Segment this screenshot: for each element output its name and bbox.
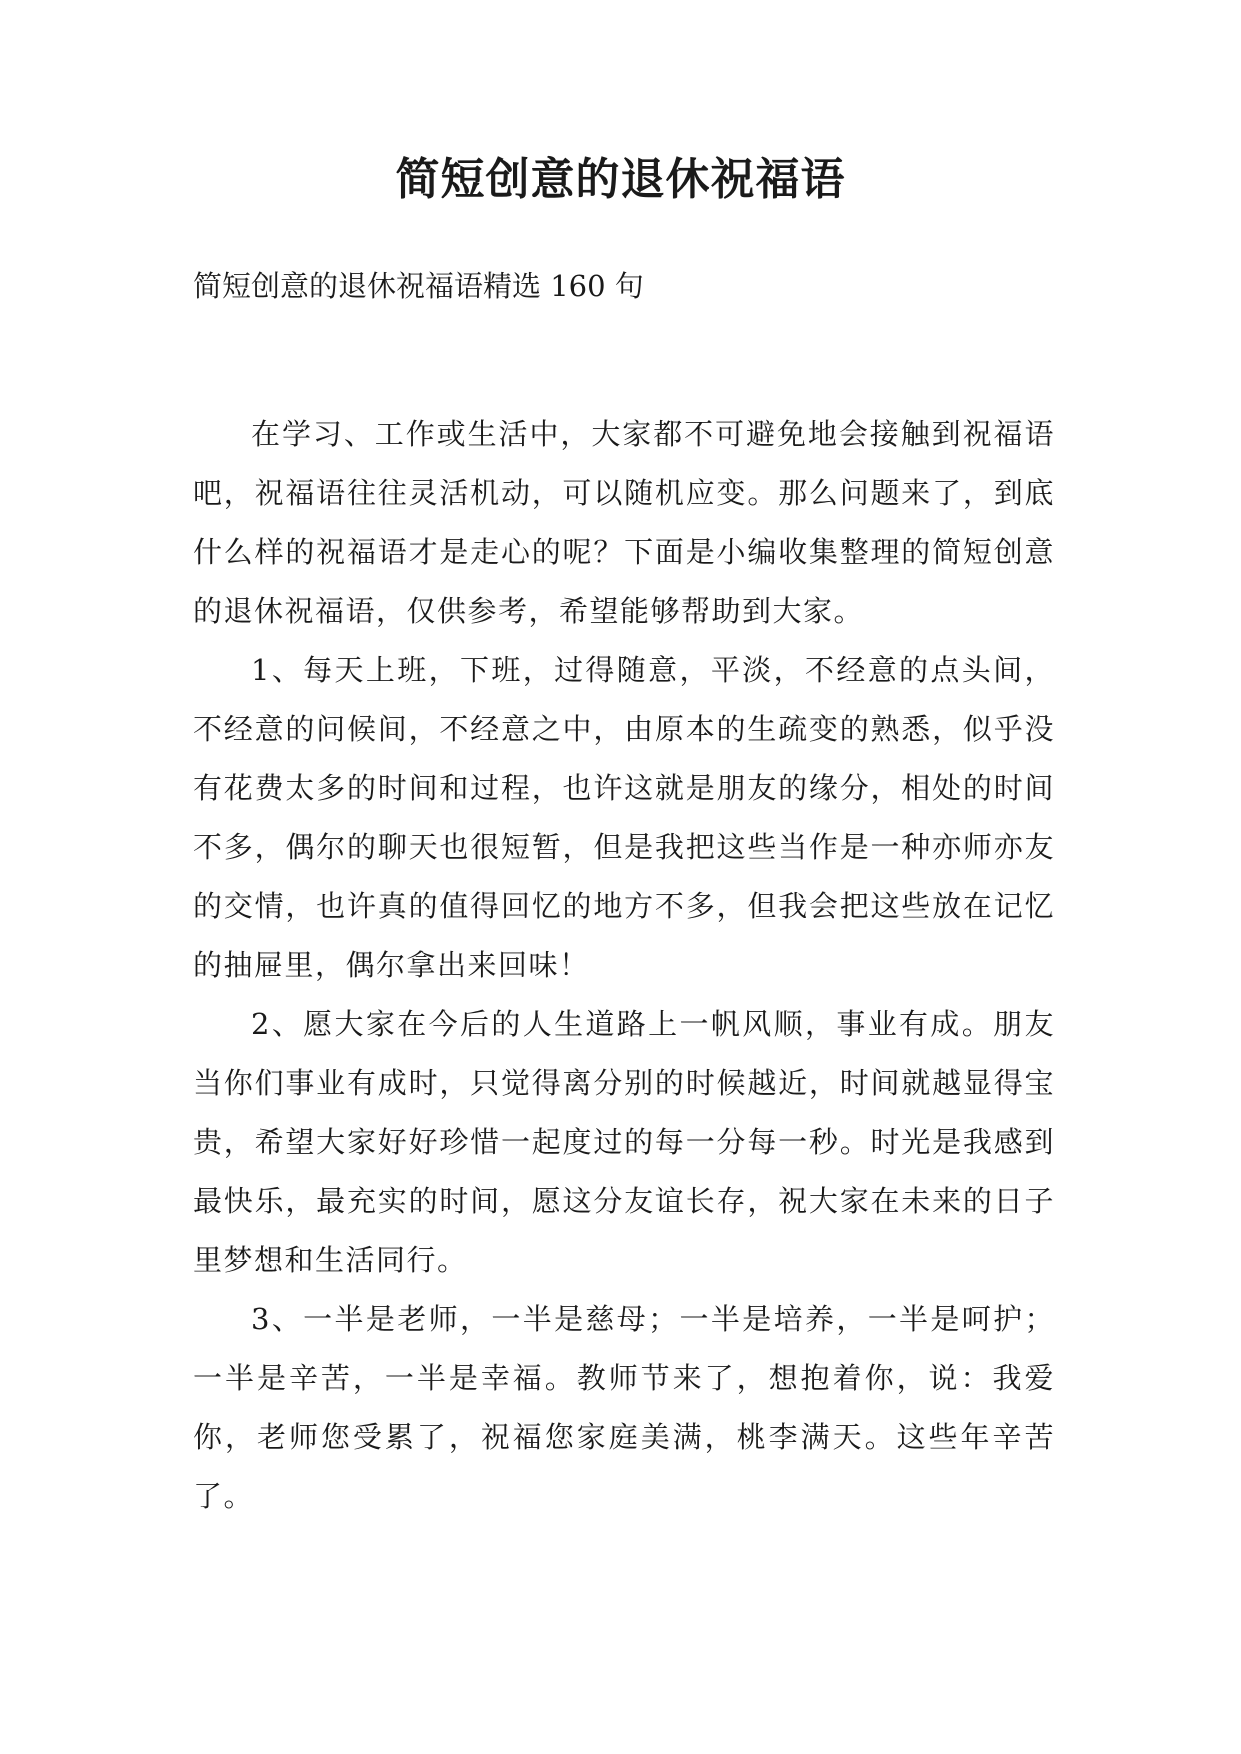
blessing-paragraph-2: 2、愿大家在今后的人生道路上一帆风顺，事业有成。朋友当你们事业有成时，只觉得离分别的时候越近，时间就越显得宝贵，希望大家好好珍惜一起度过的每一分每一秒。时光是我感到最快乐，最充实的时间，愿这分友谊长存，祝大家在未来的日子里梦想和生活同行。 [193,1007,1055,1277]
document-subtitle: 简短创意的退休祝福语精选 160 句 [193,269,644,303]
document-title: 简短创意的退休祝福语 [395,154,846,205]
blessing-paragraph-1: 1、每天上班，下班，过得随意，平淡，不经意的点头间，不经意的问候间，不经意之中，由原本的生疏变的熟悉，似乎没有花费太多的时间和过程，也许这就是朋友的缘分，相处的时间不多，偶尔的聊天也很短暂，但是我把这些当作是一种亦师亦友的交情，也许真的值得回忆的地方不多，但我会把这些放在记忆的抽屉里，偶尔拿出来回味！ [193,653,1055,982]
intro-paragraph: 在学习、工作或生活中，大家都不可避免地会接触到祝福语吧，祝福语往往灵活机动，可以随机应变。那么问题来了，到底什么样的祝福语才是走心的呢？下面是小编收集整理的简短创意的退休祝福语，仅供参考，希望能够帮助到大家。 [193,417,1055,628]
document-body [193,405,1055,1526]
blessing-paragraph-3: 3、一半是老师，一半是慈母；一半是培养，一半是呵护；一半是辛苦，一半是幸福。教师节来了，想抱着你，说：我爱你，老师您受累了，祝福您家庭美满，桃李满天。这些年辛苦了。 [193,1302,1055,1513]
